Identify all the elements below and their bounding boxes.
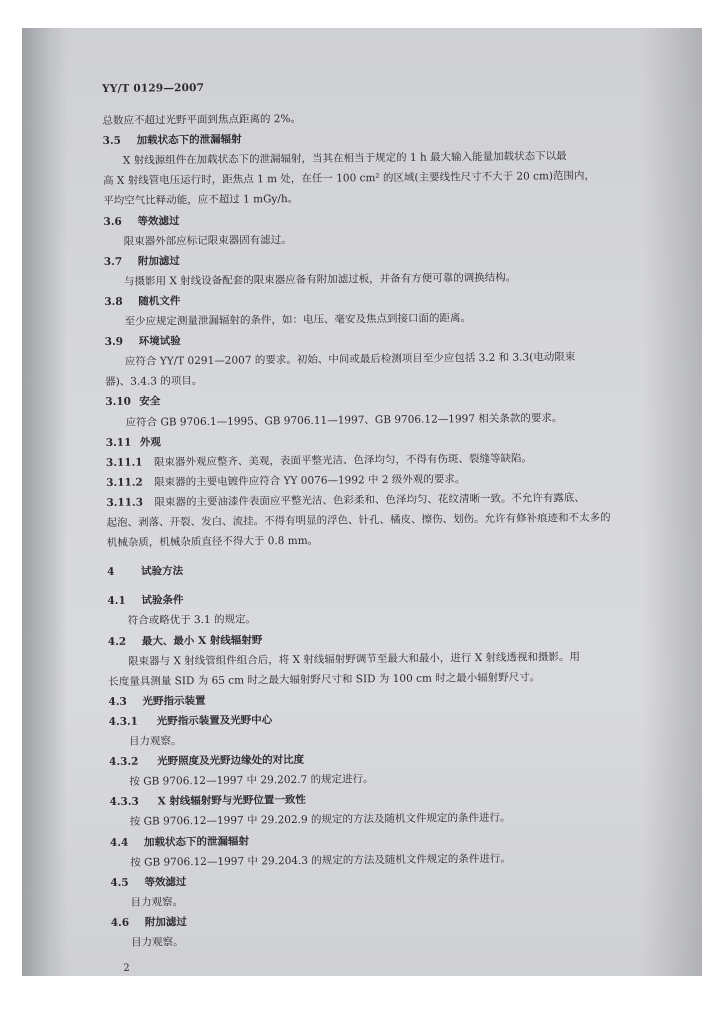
section-number: 4 bbox=[107, 566, 115, 579]
body-text-line: 目力观察。 bbox=[130, 895, 184, 909]
section-heading bbox=[109, 751, 304, 772]
section-number: 4.2 bbox=[107, 635, 127, 648]
body-text-line: 至少应规定测量泄漏辐射的条件，如：电压、毫安及焦点到接口面的距离。 bbox=[124, 312, 472, 328]
body-text-line: 目力观察。 bbox=[130, 936, 184, 949]
section-heading bbox=[104, 292, 180, 311]
document-page bbox=[102, 74, 702, 976]
section-number: 4.3.3 bbox=[109, 795, 139, 809]
section-number: 4.3.2 bbox=[109, 755, 139, 769]
section-title: 等效滤过 bbox=[137, 214, 180, 228]
section-heading bbox=[105, 393, 160, 412]
body-text-line: X 射线源组件在加载状态下的泄漏辐射，当其在相当于规定的 1 h 最大输入能量加载状态下以最 bbox=[122, 150, 567, 167]
section-number: 3.7 bbox=[103, 255, 123, 268]
section-heading bbox=[106, 433, 161, 452]
body-text-line: 应符合 YY/T 0291—2007 的要求。初始、中间或最后检测项目至少应包括 3.2 和 3.3(电动限束 bbox=[124, 351, 576, 368]
section-number: 4.4 bbox=[109, 836, 129, 849]
section-title: 试验方法 bbox=[141, 565, 184, 578]
section-heading bbox=[109, 791, 305, 812]
section-heading bbox=[111, 913, 187, 932]
section-number: 3.11.3 bbox=[106, 496, 144, 509]
standard-number-header: YY/T 0129—2007 bbox=[102, 81, 205, 95]
section-heading bbox=[104, 252, 180, 271]
section-number: 3.5 bbox=[102, 134, 121, 148]
body-text-line: 限束器外部应标记限束器固有滤过。 bbox=[123, 233, 292, 248]
section-number: 3.6 bbox=[103, 215, 122, 228]
section-number: 3.11.2 bbox=[106, 476, 143, 489]
body-text-line: 应符合 GB 9706.1—1995、GB 9706.11—1997、GB 9706.12—1997 相关条款的要求。 bbox=[125, 411, 563, 429]
section-number: 4.6 bbox=[110, 916, 130, 929]
section-number: 4.3 bbox=[108, 695, 127, 708]
section-heading bbox=[110, 832, 249, 852]
section-heading bbox=[107, 562, 183, 581]
page-number: 2 bbox=[123, 962, 130, 974]
section-heading bbox=[108, 692, 205, 712]
body-text-line: 按 GB 9706.12—1997 中 29.202.9 的规定的方法及随机文件规定的条件进行。 bbox=[129, 812, 511, 829]
body-text-line: 目力观察。 bbox=[128, 735, 182, 748]
body-text-line: 起泡、剥落、开裂、发白、流挂。不得有明显的浮色、针孔、橘皮、擦伤、划伤。允许有修补痕迹和不太多的 bbox=[106, 511, 611, 529]
section-title: 等效滤过 bbox=[144, 875, 187, 889]
section-heading bbox=[107, 591, 183, 610]
section-title: 附加滤过 bbox=[137, 254, 180, 268]
section-number: 3.11 bbox=[105, 436, 132, 449]
section-number: 4.3.1 bbox=[108, 715, 139, 728]
body-text-line: 与摄影用 X 射线设备配套的限束器应备有附加滤过板，并备有方便可靠的调换结构。 bbox=[124, 271, 517, 288]
section-title: 安全 bbox=[139, 395, 161, 409]
section-number: 4.1 bbox=[107, 595, 126, 608]
body-text-line: 平均空气比释动能，应不超过 1 mGy/h。 bbox=[103, 193, 299, 208]
section-title: 加载状态下的泄漏辐射 bbox=[136, 133, 242, 147]
section-number: 3.9 bbox=[104, 335, 124, 349]
section-title: 最大、最小 X 射线辐射野 bbox=[141, 633, 263, 648]
section-title: 试验条件 bbox=[141, 594, 184, 607]
body-text-line: 高 X 射线管电压运行时，距焦点 1 m 处，在任一 100 cm² 的区域(主要线性尺寸不大于 20 cm)范围内， bbox=[102, 170, 596, 188]
body-text-line: 长度量具测量 SID 为 65 cm 时之最大辐射野尺寸和 SID 为 100 cm 时之最小辐射野尺寸。 bbox=[108, 671, 541, 688]
section-number: 3.8 bbox=[104, 295, 123, 308]
clause-line bbox=[106, 470, 465, 492]
body-text-line: 总数应不超过光野平面到焦点距离的 2%。 bbox=[102, 112, 301, 127]
body-text-line: 符合或略优于 3.1 的规定。 bbox=[127, 613, 257, 628]
body-text-line: 器)、3.4.3 的项目。 bbox=[105, 375, 203, 389]
section-heading bbox=[109, 711, 273, 731]
clause-text: 限束器的主要油漆件表面应平整光洁、色彩柔和、色泽均匀、花纹清晰一致。不允许有露底、 bbox=[154, 491, 585, 509]
body-text-line: 机械杂质，机械杂质直径不得大于 0.8 mm。 bbox=[106, 534, 319, 550]
section-title: 光野照度及光野边缘处的对比度 bbox=[157, 754, 305, 768]
section-title: 加载状态下的泄漏辐射 bbox=[143, 835, 250, 849]
clause-text: 限束器外观应整齐、美观，表面平整光洁、色泽均匀，不得有伤斑、裂缝等缺陷。 bbox=[153, 452, 533, 469]
section-heading bbox=[103, 131, 242, 151]
section-title: 随机文件 bbox=[138, 295, 181, 308]
document-photo bbox=[22, 28, 702, 976]
section-title: 附加滤过 bbox=[144, 916, 187, 929]
section-title: 环境试验 bbox=[138, 335, 181, 348]
section-number: 3.11.1 bbox=[105, 456, 143, 469]
section-heading bbox=[105, 332, 181, 351]
section-number: 3.10 bbox=[105, 396, 132, 409]
section-title: 光野指示装置及光野中心 bbox=[156, 714, 273, 728]
section-heading bbox=[110, 873, 186, 892]
section-heading bbox=[108, 631, 263, 651]
section-heading bbox=[103, 212, 179, 231]
section-title: X 射线辐射野与光野位置一致性 bbox=[157, 794, 306, 808]
body-text-line: 限束器与 X 射线管组件组合后，将 X 射线辐射野调节至最大和最小，进行 X 射线透视和摄影。用 bbox=[128, 650, 581, 668]
section-title: 外观 bbox=[139, 435, 161, 449]
section-title: 光野指示装置 bbox=[142, 694, 206, 708]
body-text-line: 按 GB 9706.12—1997 中 29.204.3 的规定的方法及随机文件规定的条件进行。 bbox=[130, 852, 511, 869]
clause-text: 限束器的主要电镀件应符合 YY 0076—1992 中 2 级外观的要求。 bbox=[154, 473, 466, 489]
body-text-line: 按 GB 9706.12—1997 中 29.202.7 的规定进行。 bbox=[129, 773, 374, 788]
clause-line bbox=[106, 449, 532, 472]
section-number: 4.5 bbox=[110, 876, 129, 889]
